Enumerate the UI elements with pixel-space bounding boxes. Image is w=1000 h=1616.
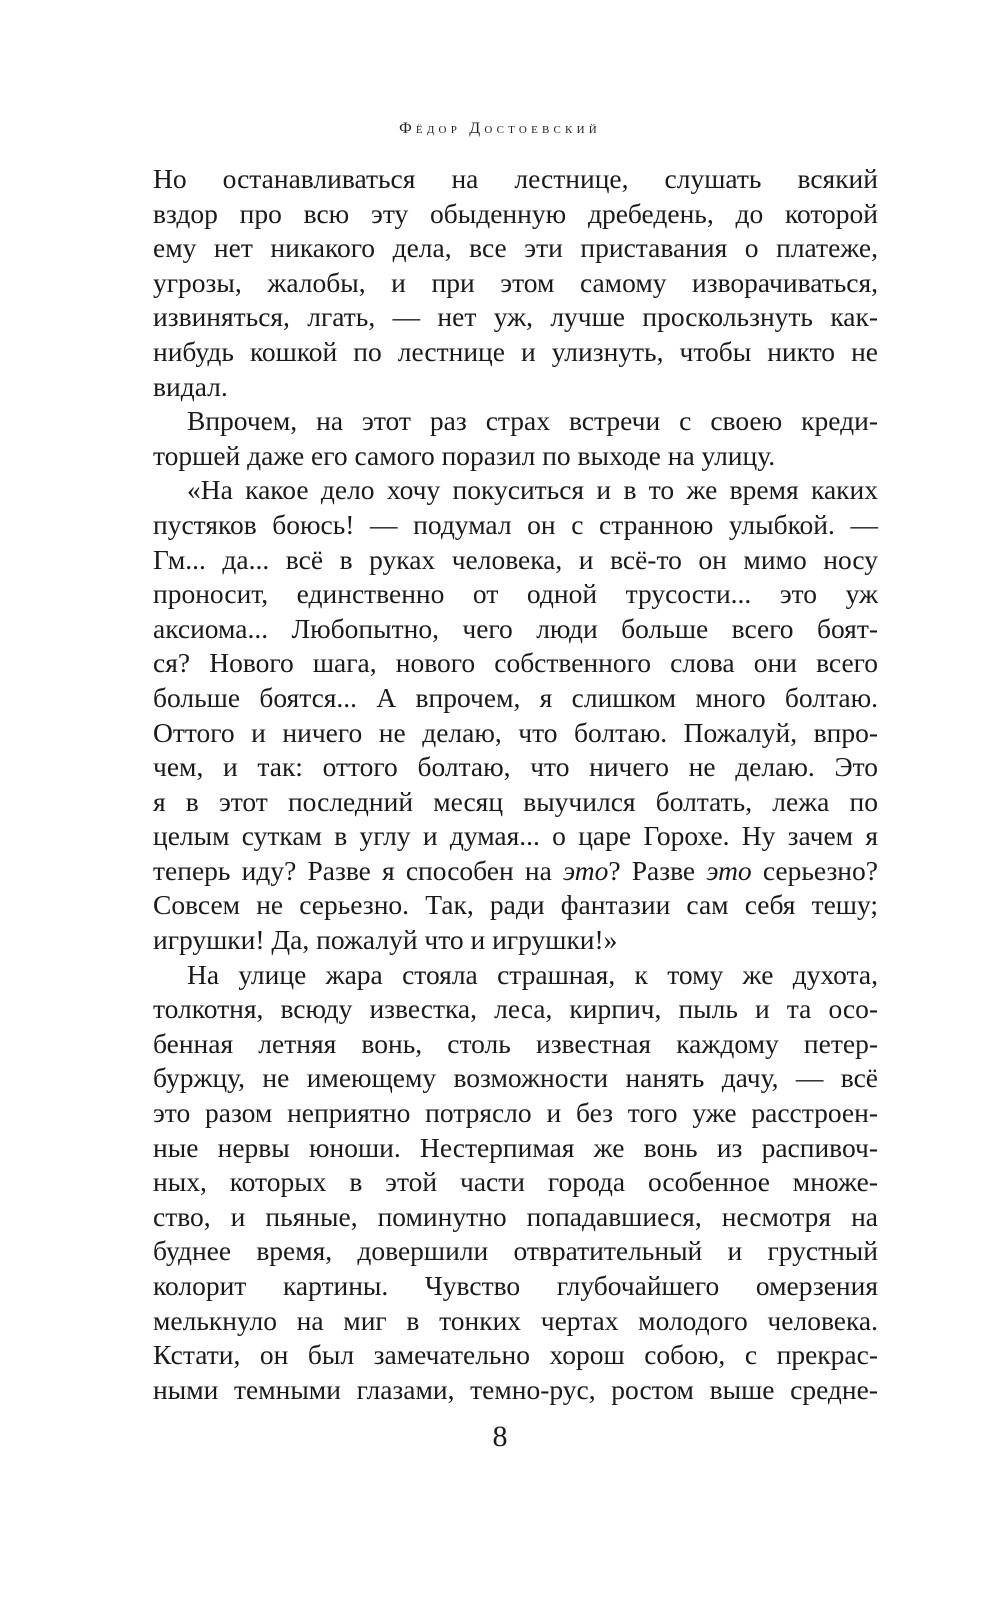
text-line: мелькнуло на миг в тонких чертах молодого человека. [153, 1304, 878, 1336]
text-line: чем, и так: оттого болтаю, что ничего не делаю. Это [153, 751, 878, 783]
text-line: ными темными глазами, темно-рус, ростом выше средне- [153, 1373, 878, 1405]
text-line: «На какое дело хочу покуситься и в то же время каких [187, 474, 878, 506]
text-line: Оттого и ничего не делаю, что болтаю. Пожалуй, впро- [153, 716, 878, 748]
text-line: это разом неприятно потрясло и без того уже расстроен- [153, 1097, 878, 1129]
text-line: Гм... да... всё в руках человека, и всё-то он мимо носу [153, 543, 878, 575]
text-line: проносит, единственно от одной трусости... это уж [153, 578, 878, 610]
text-line: пустяков боюсь! — подумал он с странною улыбкой. — [153, 508, 878, 540]
text-line: На улице жара стояла страшная, к тому же духота, [187, 958, 878, 990]
text-line: аксиома... Любопытно, чего люди больше всего боят- [153, 612, 878, 644]
text-line: извиняться, лгать, — нет уж, лучше проскользнуть как- [153, 301, 878, 333]
text-line: угрозы, жалобы, и при этом самому изворачиваться, [153, 266, 878, 298]
text-line: ных, которых в этой части города особенное множе- [153, 1166, 878, 1198]
text-line: ся? Нового шага, нового собственного слова они всего [153, 647, 878, 679]
text-line: буржцу, не имеющему возможности нанять дачу, — всё [153, 1062, 878, 1094]
text-line: ему нет никакого дела, все эти приставания о платеже, [153, 232, 878, 264]
text-line: торшей даже его самого поразил по выходе на улицу. [153, 439, 776, 471]
page-number: 8 [492, 1420, 508, 1453]
text-line: Но останавливаться на лестнице, слушать всякий [153, 163, 878, 194]
italic-emphasis: это [562, 854, 609, 886]
text-line: буднее время, довершили отвратительный и грустный [153, 1235, 878, 1267]
text-line: толкотня, всюду известка, леса, кирпич, пыль и та осо- [153, 993, 878, 1025]
text-line: целым суткам в углу и думая... о царе Горохе. Ну зачем я [153, 820, 878, 852]
text-line: видал. [153, 370, 228, 402]
text-line: колорит картины. Чувство глубочайшего омерзения [153, 1270, 878, 1301]
text-line: бенная летняя вонь, столь известная каждому петер- [153, 1027, 878, 1059]
text-line: теперь иду? Разве я способен на это? Разве это серьезно? [153, 854, 878, 886]
running-head: Фёдор Достоевский [399, 120, 601, 137]
text-line: больше боятся... А впрочем, я слишком много болтаю. [153, 681, 878, 713]
text-line: игрушки! Да, пожалуй что и игрушки!» [153, 924, 618, 956]
text-line: ство, и пьяные, поминутно попадавшиеся, несмотря на [153, 1200, 878, 1232]
text-line: ные нервы юноши. Нестерпимая же вонь из распивоч- [153, 1131, 878, 1163]
text-line: я в этот последний месяц выучился болтать, лежа по [153, 785, 878, 817]
text-line: вздор про всю эту обыденную дребедень, до которой [153, 197, 878, 229]
text-line: Совсем не серьезно. Так, ради фантазии сам себя тешу; [153, 889, 878, 921]
italic-emphasis: это [706, 854, 752, 886]
body-text [153, 162, 878, 1407]
text-line: Впрочем, на этот раз страх встречи с своею креди- [187, 405, 878, 437]
text-line: Кстати, он был замечательно хорош собою, с прекрас- [153, 1339, 878, 1371]
text-line: нибудь кошкой по лестнице и улизнуть, чтобы никто не [153, 335, 878, 367]
